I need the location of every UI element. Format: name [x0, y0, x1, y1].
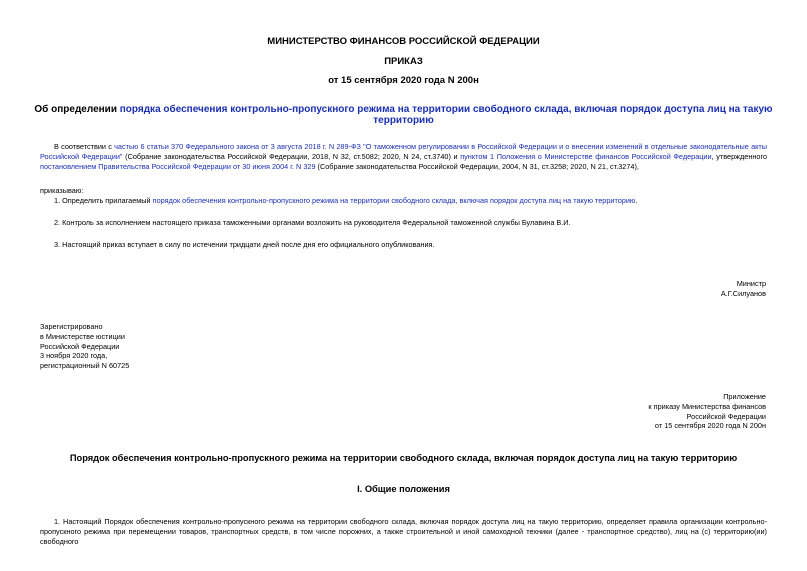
signature-position: Министр: [736, 279, 766, 288]
procedure-title: Порядок обеспечения контрольно-пропускного режима на территории свободного склада, включая порядок доступа лиц на такую территорию: [69, 453, 738, 463]
ministry-heading: МИНИСТЕРСТВО ФИНАНСОВ РОССИЙСКОЙ ФЕДЕРАЦИИ: [267, 36, 540, 47]
appendix-line-4: от 15 сентября 2020 года N 200н: [654, 421, 766, 431]
registration-line-5: регистрационный N 60725: [40, 361, 130, 371]
law-289fz-link[interactable]: частью 6 статьи 370 Федерального закона от 3 августа 2018 г. N 289-ФЗ "О таможенном регулировании в Российской Федерации и о внесении изменений в отдельные законодательные акты Российской Федерации": [40, 142, 768, 161]
order-title-link[interactable]: порядка обеспечения контрольно-пропускного режима на территории свободного склада, включая порядок доступа лиц на такую территорию: [119, 104, 773, 126]
appendix-line-3: Российской Федерации: [686, 411, 766, 421]
intro-text-3: , утвержденного: [711, 151, 768, 161]
paragraph-1: 1. Настоящий Порядок обеспечения контрольно-пропускного режима на территории свободного склада, включая порядок доступа лиц на такую территорию, определяет правила организации контрольно-пропускного режима при перемещении товаров, транспортных средств, в том числе порожних, а также строительной и иной самоходной техники (далее - транспортное средство), лиц на (с) территорию(ии) свободного: [40, 517, 767, 546]
registration-line-1: Зарегистрировано: [40, 322, 103, 331]
signature-block: [721, 279, 766, 299]
intro-paragraph: [40, 142, 767, 171]
government-decree-link[interactable]: постановлением Правительства Российской Федерации от 30 июня 2004 г. N 329: [40, 161, 316, 171]
registration-line-2: в Министерстве юстиции: [40, 331, 125, 341]
order-item-3: 3. Настоящий приказ вступает в силу по истечении тридцати дней после дня его официального опубликования.: [54, 240, 435, 249]
order-heading: ПРИКАЗ: [384, 56, 423, 67]
order-item-1-end: .: [635, 196, 638, 205]
appendix-line-2: к приказу Министерства финансов: [648, 401, 766, 411]
minfin-regulation-link[interactable]: пунктом 1 Положения о Министерстве финансов Российской Федерации: [460, 151, 712, 161]
appendix-block: [648, 392, 766, 431]
order-title-prefix: Об определении: [34, 104, 120, 115]
intro-text-1: В соответствии с: [54, 142, 115, 151]
order-item-2: 2. Контроль за исполнением настоящего приказа таможенными органами возложить на руководителя Федеральной таможенной службы Булавина В.И.: [54, 218, 571, 227]
order-item-1-text: 1. Определить прилагаемый: [54, 196, 153, 205]
order-date-number: от 15 сентября 2020 года N 200н: [328, 75, 479, 86]
order-item-1: [54, 196, 637, 206]
prikazyvayu-text: приказываю:: [40, 186, 84, 195]
appendix-line-1: Приложение: [723, 392, 766, 401]
order-title: [30, 104, 777, 126]
registration-block: [40, 322, 129, 371]
section-title: I. Общие положения: [357, 484, 450, 494]
registration-line-3: Российской Федерации: [40, 341, 120, 351]
intro-text-2: (Собрание законодательства Российской Федерации, 2018, N 32, ст.5082; 2020, N 24, ст.3740) и: [122, 151, 461, 161]
procedure-link[interactable]: порядок обеспечения контрольно-пропускного режима на территории свободного склада, включая порядок доступа лиц на такую территорию: [152, 196, 636, 205]
registration-line-4: 3 ноября 2020 года,: [40, 351, 108, 361]
signature-name: А.Г.Силуанов: [720, 288, 766, 298]
intro-text-4: (Собрание законодательства Российской Федерации, 2004, N 31, ст.3258; 2020, N 21, ст.3274),: [315, 161, 639, 171]
